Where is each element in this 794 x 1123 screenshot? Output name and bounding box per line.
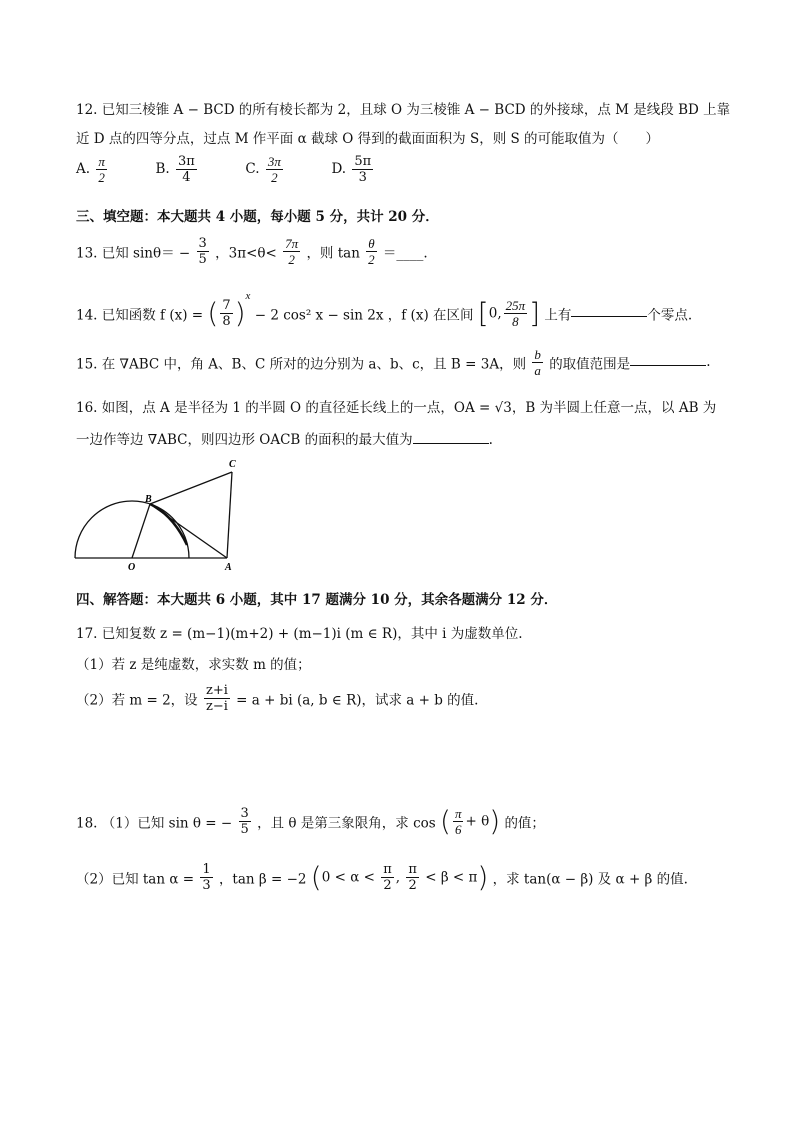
option-d-value: $\frac{5\pi}{3}$: [354, 154, 372, 185]
option-b-label: B.: [155, 161, 170, 177]
segment-ca: [227, 472, 232, 558]
q12-line1: 12. 已知三棱锥 A − BCD 的所有棱长都为 2，且球 O 为三棱锥 A − BCD 的外接球，点 M 是线段 BD 上靠: [76, 102, 731, 118]
segment-ob: [132, 504, 150, 558]
label-b: B: [145, 494, 152, 505]
label-c: C: [229, 459, 236, 470]
option-d[interactable]: [331, 154, 375, 185]
option-a[interactable]: [76, 154, 113, 185]
option-c-label: C.: [245, 161, 260, 177]
q16-line1: 16. 如图，点 A 是半径为 1 的半圆 O 的直径延长线上的一点，OA = √3，B 为半圆上任意一点，以 AB 为: [76, 400, 717, 416]
option-b[interactable]: [155, 154, 203, 185]
q15: 15. 在 ∇ABC 中，角 A、B、C 所对的边分别为 a、b、c，且 B = 3A，则 $\frac{b}{a}$ 的取值范围是 .: [76, 347, 711, 378]
q12-line2: 近 D 点的四等分点，过点 M 作平面 α 截球 O 得到的截面面积为 S，则 S 的可能取值为（ ）: [76, 131, 660, 147]
segment-bc: [150, 472, 232, 504]
label-a: A: [225, 562, 232, 573]
q14: 14. 已知函数 f (x) = ( $\frac{7}{8}$ )$^x$ − 2 cos² x − sin 2x ，f (x) 在区间 [0, $\frac{25\pi}{8}$ ] 上有 个零点.: [76, 290, 693, 330]
semicircle: [75, 501, 189, 558]
q17-line1: 17. 已知复数 z = (m−1)(m+2) + (m−1)i (m ∈ R)，其中 i 为虚数单位.: [76, 626, 523, 642]
q17-line2: （1）若 z 是纯虚数，求实数 m 的值；: [76, 657, 311, 673]
q18-part2: （2）已知 tan α = $\frac{1}{3}$ ，tan β = −2 (0 < α < $\frac{\pi}{2}$ , $\frac{\pi}{2}$ < β < π) ，求 tan(α − β) 及 α + β 的值.: [76, 860, 688, 894]
option-a-value: $\frac{\pi}{2}$: [98, 154, 105, 185]
q13: 13. 已知 sinθ＝ − $\frac{3}{5}$ ，3π<θ< $\frac{7\pi}{2}$ ，则 tan $\frac{\theta}{2}$ ＝____.: [76, 236, 428, 267]
q16-line2: 一边作等边 ∇ABC，则四边形 OACB 的面积的最大值为 .: [76, 432, 493, 448]
option-c[interactable]: [245, 154, 289, 185]
option-a-label: A.: [76, 161, 91, 177]
geometry-figure: [70, 455, 245, 575]
option-b-value: $\frac{3\pi}{4}$: [177, 154, 195, 185]
section-3-heading: 三、填空题：本大题共 4 小题，每小题 5 分，共计 20 分．: [76, 209, 439, 225]
label-o: O: [128, 562, 136, 573]
arc-highlight: [150, 504, 187, 545]
option-c-value: $\frac{3\pi}{2}$: [267, 154, 281, 185]
section-4-heading: 四、解答题：本大题共 6 小题，其中 17 题满分 10 分，其余各题满分 12 分．: [76, 592, 558, 608]
q17-line3: （2）若 m = 2，设 $\frac{z+i}{z-i}$ = a + bi (a, b ∈ R)，试求 a + b 的值.: [76, 683, 479, 714]
q12-options: [76, 154, 375, 185]
option-d-label: D.: [331, 161, 347, 177]
q18-part1: 18. （1）已知 sin θ = − $\frac{3}{5}$ ，且 θ 是第三象限角，求 cos ( $\frac{\pi}{6}$ + θ) 的值；: [76, 804, 545, 838]
